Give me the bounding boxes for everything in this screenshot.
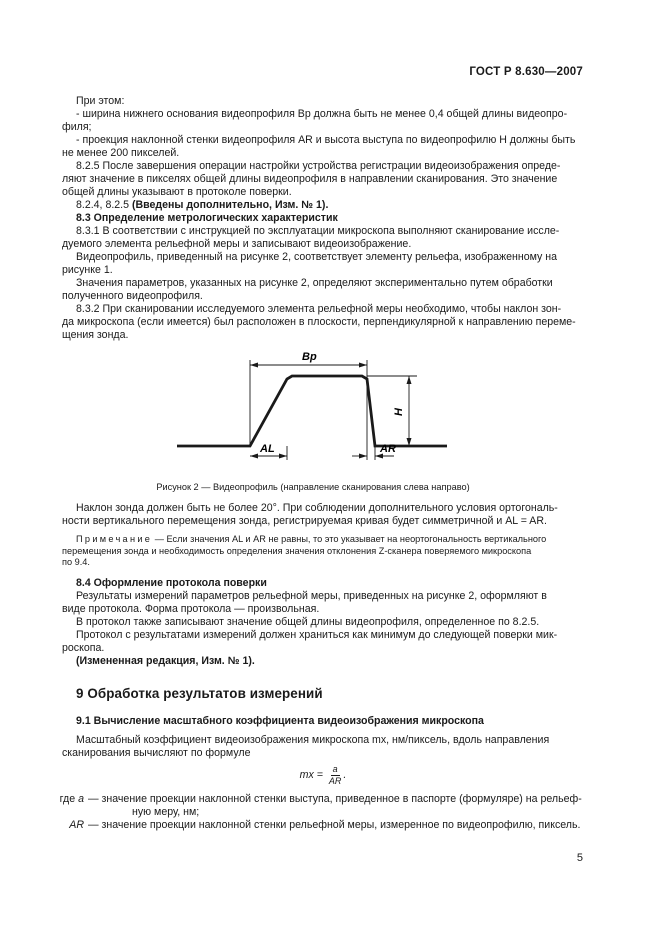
definition-item [50, 819, 584, 832]
label-bp: Bp [302, 351, 317, 363]
arrowhead [279, 454, 287, 459]
videoprofile-diagram [62, 348, 584, 478]
figure-videoprofile [62, 348, 584, 478]
formula-denominator: AR [328, 775, 342, 786]
paragraph: В протокол также записывают значение общей длины видеопрофиля, определенное по 8.2.5. [76, 615, 540, 628]
label-al: AL [260, 443, 275, 455]
formula-fraction [327, 763, 347, 787]
paragraph: - ширина нижнего основания видеопрофиля Bp должна быть не менее 0,4 общей длины видеопро- [76, 108, 568, 120]
formula-end: . [343, 769, 347, 781]
paragraph: Значения параметров, указанных на рисунке 2, определяют экспериментально путем обработки [76, 277, 553, 289]
paragraph: рисунке 1. [62, 264, 113, 276]
paragraph: филя; [62, 121, 92, 133]
arrowhead [250, 454, 258, 459]
paragraph: - проекция наклонной стенки видеопрофиля AR и высота выступа по видеопрофилю H должны быть [76, 134, 576, 146]
standard-header: ГОСТ Р 8.630—2007 [469, 66, 583, 78]
figure-caption: Рисунок 2 — Видеопрофиль (направление сканирования слева направо) [156, 482, 470, 492]
formula-lhs: mx = [299, 769, 323, 781]
paragraph: 8.2.5 После завершения операции настройки устройства регистрации видеоизображения опреде- [76, 160, 561, 172]
definition-text: — значение проекции наклонной стенки выступа, приведенное в паспорте (формуляре) на рельеф- ную меру, нм; [88, 792, 582, 818]
arrowhead [359, 454, 367, 459]
paragraph: 8.3.2 При сканировании исследуемого элемента рельефной меры необходимо, чтобы наклон зон- [76, 303, 562, 315]
label-h: H [393, 408, 405, 416]
definition-text: — значение проекции наклонной стенки рельефной меры, измеренное по видеопрофилю, пиксель. [88, 818, 581, 831]
paragraph: щения зонда. [62, 329, 129, 341]
paragraph: Протокол с результатами измерений должен храниться как минимум до следующей поверки мик- [76, 628, 558, 641]
paragraph: виде протокола. Форма протокола — произвольная. [62, 602, 320, 615]
paragraph: ляют значение в пикселях общей длины видеопрофиля в направлении сканирования. Это значение [62, 173, 558, 185]
paragraph: полученного видеопрофиля. [62, 290, 203, 302]
paragraph: общей длины указывают в протоколе поверки. [62, 186, 292, 198]
paragraph: дуемого элемента рельефной меры и записывают видеоизображение. [62, 238, 412, 250]
formula [62, 764, 584, 787]
arrowhead [250, 363, 258, 368]
subsection-heading: 8.4 Оформление протокола поверки [76, 576, 267, 589]
paragraph: Видеопрофиль, приведенный на рисунке 2, соответствует элементу рельефа, изображенному на [76, 251, 557, 263]
profile-curve [177, 376, 447, 446]
label-ar: AR [380, 443, 396, 455]
paragraph: При этом: [76, 95, 125, 107]
definition-symbol: AR [69, 818, 84, 831]
page-number: 5 [576, 852, 583, 864]
amendment-note: 8.2.4, 8.2.5 (Введены дополнительно, Изм. № 1). [76, 199, 329, 211]
paragraph: сканирования вычисляют по формуле [62, 746, 251, 759]
subsection-heading: 9.1 Вычисление масштабного коэффициента видеоизображения микроскопа [76, 714, 484, 727]
paragraph: Наклон зонда должен быть не более 20°. При соблюдении дополнительного условия ортогональ- [76, 502, 558, 514]
paragraph: Результаты измерений параметров рельефной меры, приведенных на рисунке 2, оформляют в [76, 589, 547, 602]
definitions [59, 792, 584, 832]
note: Примечание — Если значения AL и AR не равны, то это указывает на неортогональность вертикального [76, 534, 547, 544]
formula-numerator: a [332, 763, 338, 774]
paragraph: роскопа. [62, 641, 105, 654]
paragraph: не менее 200 пикселей. [62, 147, 180, 159]
definition-item [50, 793, 584, 819]
arrowhead [407, 376, 412, 384]
paragraph: 8.3.1 В соответствии с инструкцией по эксплуатации микроскопа выполняют сканирование иссле- [76, 225, 560, 237]
section-heading: 9 Обработка результатов измерений [76, 685, 323, 701]
definition-symbol: где a [59, 792, 84, 805]
amendment-note: (Измененная редакция, Изм. № 1). [76, 654, 255, 667]
paragraph: Масштабный коэффициент видеоизображения микроскопа mx, нм/пиксель, вдоль направления [76, 733, 550, 746]
subsection-heading: 8.3 Определение метрологических характеристик [76, 212, 338, 224]
page-content [59, 95, 584, 832]
paragraph: да микроскопа (если имеется) был расположен в плоскости, перпендикулярной к направлению переме- [62, 316, 576, 328]
paragraph: ности вертикального перемещения зонда, регистрируемая кривая будет симметричной и AL = AR. [62, 515, 547, 527]
note: перемещения зонда и необходимость определения значения отклонения Z-сканера поверяемого микроскопа [62, 545, 532, 556]
arrowhead [359, 363, 367, 368]
note: по 9.4. [62, 557, 90, 567]
